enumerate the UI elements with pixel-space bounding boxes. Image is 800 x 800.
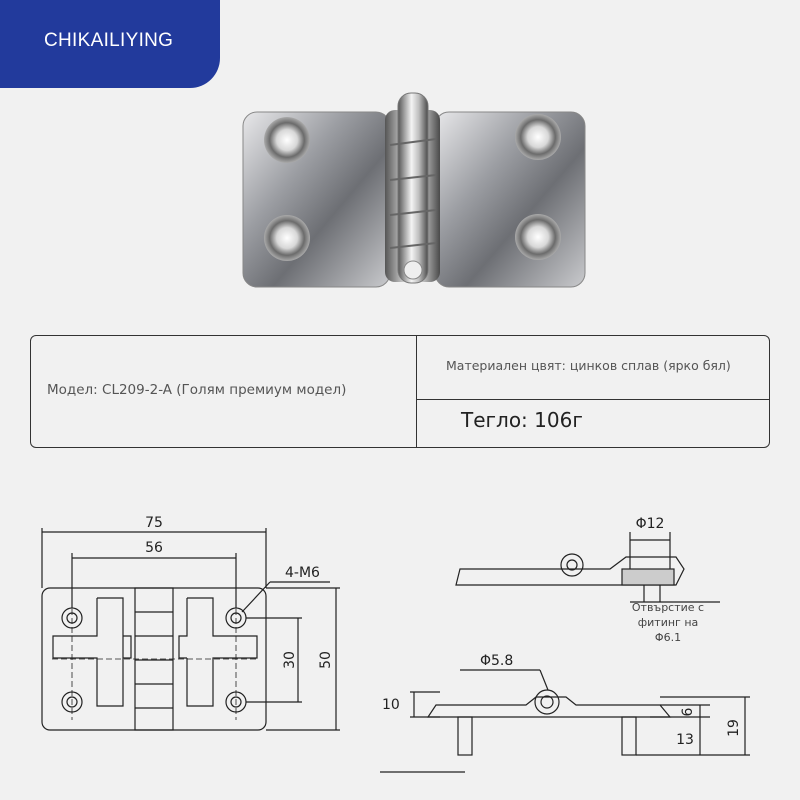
front-view xyxy=(42,528,340,730)
side-view-bottom xyxy=(380,670,750,772)
model-text: Модел: CL209-2-A (Голям премиум модел) xyxy=(47,382,347,398)
hole-note-line2: фитинг на xyxy=(637,616,699,629)
hole-note-line1: Отвърстие с xyxy=(631,601,705,614)
dim-56-label: 56 xyxy=(145,540,163,556)
technical-drawing xyxy=(0,495,800,800)
side-view-top xyxy=(456,532,720,602)
dim-13-label: 13 xyxy=(676,732,694,748)
material-color-text: Материален цвят: цинков сплав (ярко бял) xyxy=(446,358,731,373)
dim-phi12-label: Φ12 xyxy=(635,516,665,532)
dim-10-label: 10 xyxy=(382,697,400,713)
brand-name: CHIKAILIYING xyxy=(44,30,174,51)
hinge-product-photo xyxy=(230,85,600,295)
dim-75-label: 75 xyxy=(145,515,163,531)
dim-6-label: 6 xyxy=(680,707,696,717)
dim-19-label: 19 xyxy=(726,719,742,737)
weight-text: Тегло: 106г xyxy=(461,408,583,432)
hole-note-line3: Φ6.1 xyxy=(654,631,682,644)
spec-divider-vertical xyxy=(416,336,417,447)
spec-table xyxy=(30,335,770,448)
dim-30-label: 30 xyxy=(282,651,298,669)
brand-banner xyxy=(0,0,220,88)
dim-phi58-label: Φ5.8 xyxy=(480,653,514,669)
dim-4m6-label: 4-M6 xyxy=(285,565,320,581)
spec-divider-horizontal xyxy=(416,399,769,400)
dim-50-label: 50 xyxy=(318,651,334,669)
